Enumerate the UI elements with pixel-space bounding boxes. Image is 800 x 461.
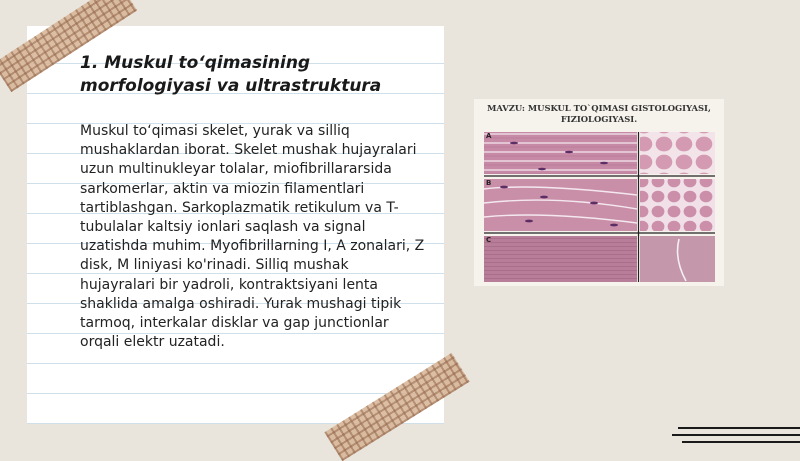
slide-body-text: Muskul to‘qimasi skelet, yurak va silliq mushaklardan iborat. Skelet mushak hujayralari uzun multinukleyar tolalar, miofibrillararsida sarkomerlar, aktin va miozin filamentlari tartiblashgan. Sarkoplazmatik retikulum va T-tubulalar kaltsiy ionlari saqlash va signal uzatishda muhim. Myofibrillarning I, A zonalari, Z disk, M liniyasi ko'rinadi. Silliq mushak hujayralari bir yadroli, kontraktsiyani lenta shaklida amalga oshiradi. Yurak mushagi tipik tarmoq, interkalar disklar va gap junctionlar orqali elektr uzatadi. bbox=[80, 123, 425, 351]
histology-image bbox=[474, 99, 724, 286]
figure-title: MAVZU: MUSKUL TO`QIMASI GISTOLOGIYASI, FIZIOLOGIYASI. bbox=[487, 103, 711, 124]
slide-title: 1. Muskul to‘qimasining morfologiyasi va ultrastruktura bbox=[80, 53, 382, 96]
panel-label-b: B bbox=[486, 179, 492, 187]
decorative-lines bbox=[672, 422, 800, 446]
panel-label-c: C bbox=[486, 236, 492, 244]
panel-label-a: A bbox=[486, 132, 492, 140]
histology-figure bbox=[474, 99, 724, 286]
